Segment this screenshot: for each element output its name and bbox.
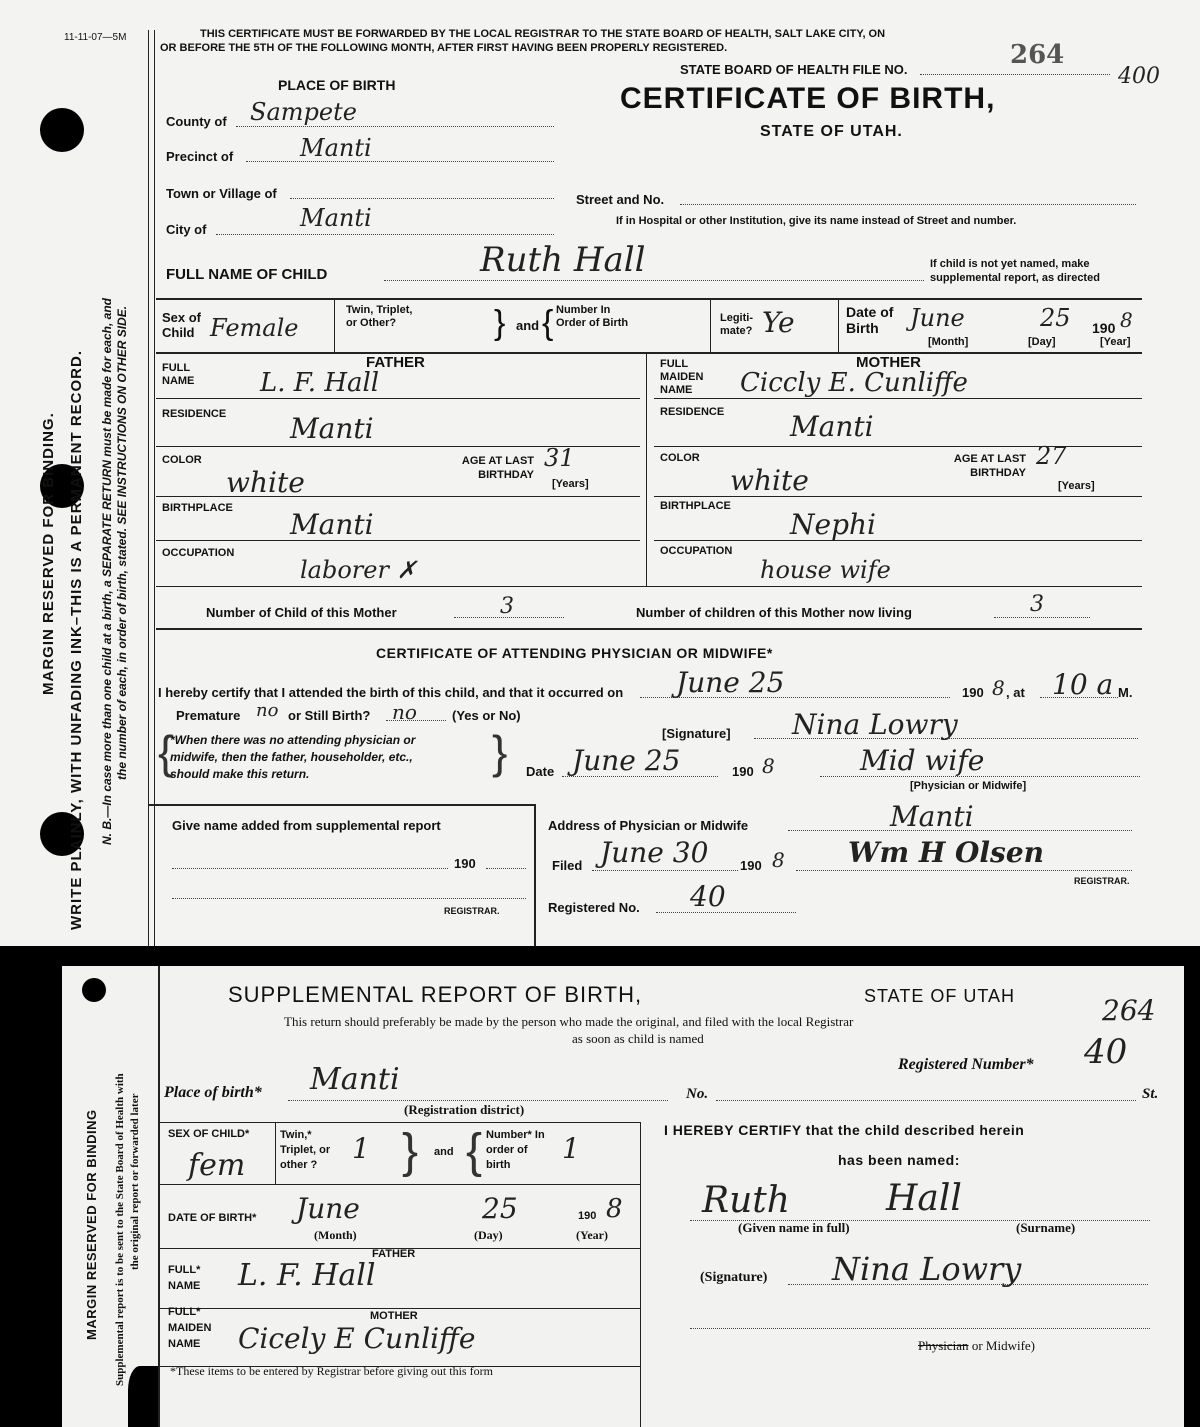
supp-signature-label: (Signature) <box>700 1270 768 1285</box>
registered-number-value: 40 <box>1084 1032 1128 1072</box>
place-of-birth-heading: PLACE OF BIRTH <box>278 77 396 93</box>
no-physician-note-2: midwife, then the father, householder, etc., <box>170 750 413 764</box>
registration-district-label: (Registration district) <box>404 1102 525 1117</box>
precinct-value: Manti <box>300 134 372 162</box>
mother-occupation-label: OCCUPATION <box>660 545 733 557</box>
num-living-value: 3 <box>1030 592 1044 617</box>
mother-full-name-label: FULL MAIDEN NAME <box>660 358 704 396</box>
supp-number-label: Number* In order of birth <box>486 1129 545 1171</box>
supplemental-names-label: Give name added from supplemental report <box>172 818 441 833</box>
supp-certify-line-2: has been named: <box>838 1152 960 1168</box>
registered-number-label: Registered Number* <box>898 1056 1034 1073</box>
corner-note: 400 <box>1118 64 1160 89</box>
supp-place-label: Place of birth* <box>164 1084 262 1101</box>
supp-dob-month: June <box>296 1192 360 1225</box>
certify-text: I hereby certify that I attended the birth of this child, and that it occurred on <box>158 685 624 700</box>
supp-month-label: (Month) <box>314 1228 357 1242</box>
sex-value: Female <box>210 314 299 342</box>
sex-label: Sex of Child <box>162 310 202 340</box>
signature-value: Nina Lowry <box>792 708 958 741</box>
supp-number-value: 1 <box>562 1132 580 1165</box>
father-color: white <box>226 466 305 499</box>
dob-year-digit: 8 <box>1120 308 1133 332</box>
address-label: Address of Physician or Midwife <box>548 818 749 833</box>
mother-birthplace-label: BIRTHPLACE <box>660 500 731 512</box>
form-code: 11-11-07—5M <box>64 32 127 43</box>
margin-text-supplemental-1: Supplemental report is to be sent to the State Board of Health with <box>114 1073 126 1386</box>
birth-year-prefix: 190 <box>962 685 984 700</box>
supp-day-label: (Day) <box>474 1228 503 1242</box>
father-age-label: AGE AT LAST BIRTHDAY <box>461 455 534 481</box>
supp-physician-struck: Physician <box>918 1338 969 1353</box>
supp-year-prefix: 190 <box>454 856 476 871</box>
supp-footnote: *These items to be entered by Registrar before giving out this form <box>170 1364 493 1378</box>
supp-dob-day: 25 <box>482 1192 518 1225</box>
supp-and-label: and <box>434 1146 454 1158</box>
date-year-digit: 8 <box>762 754 775 778</box>
father-occupation-label: OCCUPATION <box>162 547 235 559</box>
yes-no-label: (Yes or No) <box>452 708 521 723</box>
supp-title-state: STATE OF UTAH <box>864 986 1015 1006</box>
county-value: Sampete <box>250 98 357 126</box>
filed-year-digit: 8 <box>772 848 785 872</box>
month-label: [Month] <box>928 336 969 348</box>
supp-registrar-label: REGISTRAR. <box>444 906 500 916</box>
supp-st-label: St. <box>1142 1086 1159 1102</box>
father-occupation: laborer ✗ <box>300 556 417 584</box>
binding-hole-icon <box>40 108 84 152</box>
mother-occupation: house wife <box>760 556 891 584</box>
no-physician-note-3: should make this return. <box>170 767 310 781</box>
supp-no-label: No. <box>686 1086 709 1102</box>
supp-mother-value: Cicely E Cunliffe <box>238 1322 476 1355</box>
year-label: [Year] <box>1100 336 1131 348</box>
father-heading: FATHER <box>366 354 425 371</box>
supp-father-heading: FATHER <box>372 1248 416 1260</box>
supp-full-name-label: FULL* NAME <box>168 1264 201 1292</box>
physician-heading: CERTIFICATE OF ATTENDING PHYSICIAN OR MIDWIFE* <box>376 645 773 661</box>
town-label: Town or Village of <box>166 186 277 201</box>
father-full-name-label: FULL NAME <box>162 362 195 387</box>
father-birthplace: Manti <box>290 508 374 541</box>
num-child-label: Number of Child of this Mother <box>206 605 397 620</box>
margin-text-supplemental-2: the original report or forwarded later <box>129 1093 141 1270</box>
supp-place-value: Manti <box>310 1062 400 1097</box>
file-no-value: 264 <box>1010 40 1065 70</box>
mother-color: white <box>730 464 809 497</box>
supp-dob-year-prefix: 190 <box>578 1210 597 1222</box>
mother-years-label: [Years] <box>1058 480 1095 492</box>
torn-corner-icon <box>128 1366 158 1427</box>
mother-color-label: COLOR <box>660 452 700 464</box>
county-label: County of <box>166 114 227 129</box>
precinct-label: Precinct of <box>166 149 234 164</box>
still-birth-value: no <box>392 700 417 724</box>
dob-day: 25 <box>1040 304 1071 332</box>
margin-text-unfading-ink: WRITE PLAINLY, WITH UNFADING INK–THIS IS A PERMANENT RECORD. <box>68 349 85 930</box>
mother-residence-label: RESIDENCE <box>660 406 725 418</box>
father-age: 31 <box>544 444 575 472</box>
street-label: Street and No. <box>576 192 665 207</box>
city-label: City of <box>166 222 207 237</box>
time-value: 10 a <box>1052 668 1114 701</box>
supp-year-label: (Year) <box>576 1228 608 1242</box>
num-child-value: 3 <box>500 594 514 619</box>
father-birthplace-label: BIRTHPLACE <box>162 502 233 514</box>
file-no-label: STATE BOARD OF HEALTH FILE NO. <box>680 62 908 77</box>
number-order-label: Number In Order of Birth <box>556 304 629 329</box>
dob-month: June <box>910 304 965 332</box>
supp-surname-label: (Surname) <box>1016 1220 1076 1235</box>
supp-subtitle-2: as soon as child is named <box>572 1031 704 1046</box>
physician-or-midwife-label: [Physician or Midwife] <box>910 780 1027 792</box>
supp-signature-value: Nina Lowry <box>832 1250 1022 1288</box>
supp-twin-value: 1 <box>352 1132 370 1165</box>
margin-rule <box>148 30 149 946</box>
registered-no-value: 40 <box>690 880 726 913</box>
premature-label: Premature <box>176 708 241 723</box>
date-label: Date <box>526 764 555 779</box>
header-line-1: THIS CERTIFICATE MUST BE FORWARDED BY THE LOCAL REGISTRAR TO THE STATE BOARD OF HEALTH, SALT LAKE CITY, ON <box>200 28 886 40</box>
registered-no-label: Registered No. <box>548 900 640 915</box>
father-residence: Manti <box>290 412 374 445</box>
supp-dob-label: DATE OF BIRTH* <box>168 1212 257 1224</box>
birth-certificate: 11-11-07—5M WRITE PLAINLY, WITH UNFADING INK–THIS IS A PERMANENT RECORD. MARGIN RESERVED FOR BINDING. N. B.—In case more than one child at a birth, a SEPARATE RETURN must be made for each, and the number of each, in order of birth, stated. SEE INSTRUCTIONS ON OTHER SIDE. THIS CERTIFICATE MUST BE FORWARDED BY THE LOCAL REGISTRAR TO THE STATE BOARD OF HEALTH, SALT LAKE CITY, ON OR BEFORE THE 5TH OF THE FOLLOWING MONTH, AFTER FIRST HAVING BEEN PROPERLY REGISTERED. STATE BOARD OF HEALTH FILE NO. 264 400 CERTIFICATE OF BIRTH, STATE OF UTAH. PLACE OF BIRTH County of Sampete Precinct of Manti Town or Village of City of Manti Street and No. If in Hospital or other Institution, give its name instead of Street and number. FULL NAME OF CHILD Ruth Hall If child is not yet named, make supplemental report, as directed Sex of Child Female Twin, Triplet, or Other? } and { Number In Order of Birth Legiti- mate? Ye Date of Birth June 25 190 8 [Month] [Day] [Year] FATHER FULL NAME L. F. Hall RESIDENCE Manti COLOR AGE AT LAST BIRTHDAY 31 [Years] white BIRTHPLACE Manti OCCUPATION laborer ✗ MOTHER FULL MAIDEN NAME Ciccly E. Cunliffe RESIDENCE Manti COLOR AGE AT LAST BIRTHDAY 27 [Years] white BIRTHPLACE Nephi OCCUPATION house wife Number of Child of this Mother 3 Number of children of this Mother now living 3 CERTIFICATE OF ATTENDING PHYSICIAN OR MIDWIFE* I hereby certify that I attended the birth of this child, and that it occurred on June 25 190 8 , at 10 a M. Premature no or Still Birth? no (Yes or No) { *When there was no attending physician or midwife, then the father, householder, etc., should make this return. } [Signature] Nina Lowry Date June 25 190 8 Mid wife [Physician or Midwife] Give name added from supplemental report 190 REGISTRAR. Address of Physician or Midwife Manti Filed June 30 190 8 Wm H Olsen REGISTRAR. Registered No. 40 <box>0 0 1200 946</box>
supp-dob-year-digit: 8 <box>606 1194 623 1224</box>
supp-file-number: 264 <box>1102 994 1156 1027</box>
supp-subtitle-1: This return should preferably be made by the person who made the original, and filed with the local Registrar <box>284 1014 854 1029</box>
date-value: June 25 <box>572 744 681 777</box>
mother-residence: Manti <box>790 410 874 443</box>
supp-mother-heading: MOTHER <box>370 1310 418 1322</box>
still-birth-label: or Still Birth? <box>288 708 371 723</box>
supp-sex-value: fem <box>188 1148 246 1183</box>
margin-text-nb-1: N. B.—In case more than one child at a birth, a SEPARATE RETURN must be made for each, and <box>100 298 114 845</box>
legitimate-value: Ye <box>762 306 795 339</box>
mother-age-label: AGE AT LAST BIRTHDAY <box>953 453 1026 479</box>
mother-heading: MOTHER <box>856 354 921 371</box>
title-value: Mid wife <box>860 744 985 777</box>
registrar-signature: Wm H Olsen <box>848 836 1044 869</box>
state-label: STATE OF UTAH. <box>760 123 903 140</box>
supp-or-midwife-label: or Midwife) <box>971 1338 1035 1353</box>
supp-surname: Hall <box>886 1178 962 1219</box>
father-residence-label: RESIDENCE <box>162 408 227 420</box>
date-year-prefix: 190 <box>732 764 754 779</box>
supp-given-name: Ruth <box>702 1180 790 1221</box>
hospital-note: If in Hospital or other Institution, give its name instead of Street and number. <box>616 215 1017 227</box>
supplemental-report: MARGIN RESERVED FOR BINDING Supplemental report is to be sent to the State Board of Health with the original report or forwarded later SUPPLEMENTAL REPORT OF BIRTH, STATE OF UTAH 264 This return should preferably be made by the person who made the original, and filed with the local Registrar as soon as child is named Registered Number* 40 Place of birth* Manti (Registration district) No. St. SEX OF CHILD* fem Twin,* Triplet, or other ? 1 } and { Number* In order of birth 1 DATE OF BIRTH* June 25 190 8 (Month) (Day) (Year) FATHER FULL* NAME L. F. Hall MOTHER FULL* MAIDEN NAME Cicely E Cunliffe *These items to be entered by Registrar before giving out this form I HEREBY CERTIFY that the child described herein has been named: Ruth Hall (Given name in full) (Surname) (Signature) Nina Lowry Physician or Midwife) <box>62 966 1184 1427</box>
child-note-1: If child is not yet named, make <box>930 258 1090 270</box>
margin-text-binding: MARGIN RESERVED FOR BINDING <box>84 1109 99 1340</box>
filed-label: Filed <box>552 858 583 873</box>
address-value: Manti <box>890 800 974 833</box>
certificate-title: CERTIFICATE OF BIRTH, <box>620 82 996 115</box>
city-value: Manti <box>300 204 372 232</box>
no-physician-note-1: *When there was no attending physician or <box>170 733 416 747</box>
supp-sex-label: SEX OF CHILD* <box>168 1128 250 1140</box>
birth-year-digit: 8 <box>992 676 1005 700</box>
father-years-label: [Years] <box>552 478 589 490</box>
mother-age: 27 <box>1036 442 1067 470</box>
supp-certify-line-1: I HEREBY CERTIFY that the child described herein <box>664 1122 1025 1138</box>
m-label: M. <box>1118 685 1133 700</box>
header-line-2: OR BEFORE THE 5TH OF THE FOLLOWING MONTH, AFTER FIRST HAVING BEEN PROPERLY REGISTERED. <box>160 42 728 54</box>
child-note-2: supplemental report, as directed <box>930 272 1100 284</box>
margin-rule-inner <box>154 30 155 946</box>
margin-text-nb-2: the number of each, in order of birth, stated. SEE INSTRUCTIONS ON OTHER SIDE. <box>115 305 129 780</box>
at-label: , at <box>1006 685 1025 700</box>
twin-label: Twin, Triplet, or Other? <box>346 304 413 329</box>
child-name-label: FULL NAME OF CHILD <box>166 266 328 283</box>
margin-text-binding: MARGIN RESERVED FOR BINDING. <box>40 412 57 695</box>
binding-hole-icon <box>82 978 106 1002</box>
child-name-value: Ruth Hall <box>480 240 646 280</box>
registrar-label: REGISTRAR. <box>1074 876 1130 886</box>
premature-value: no <box>256 700 279 721</box>
num-living-label: Number of children of this Mother now living <box>636 605 912 620</box>
dob-year-prefix: 190 <box>1092 320 1116 336</box>
filed-year-prefix: 190 <box>740 858 762 873</box>
supp-maiden-name-label: FULL* MAIDEN NAME <box>168 1306 212 1350</box>
birth-date-value: June 25 <box>676 666 785 699</box>
and-label: and <box>516 318 540 333</box>
mother-name: Ciccly E. Cunliffe <box>740 368 968 398</box>
father-color-label: COLOR <box>162 454 202 466</box>
supp-title: SUPPLEMENTAL REPORT OF BIRTH, <box>228 982 643 1007</box>
legitimate-label: Legiti- mate? <box>720 312 753 337</box>
supp-twin-label: Twin,* Triplet, or other ? <box>280 1129 331 1171</box>
day-label: [Day] <box>1028 336 1056 348</box>
supp-given-name-label: (Given name in full) <box>738 1220 850 1235</box>
filed-date: June 30 <box>600 836 709 869</box>
father-name: L. F. Hall <box>260 368 380 398</box>
date-of-birth-label: Date of Birth <box>846 304 894 336</box>
supp-father-value: L. F. Hall <box>238 1258 376 1293</box>
mother-birthplace: Nephi <box>790 508 876 541</box>
signature-label: [Signature] <box>662 726 731 741</box>
